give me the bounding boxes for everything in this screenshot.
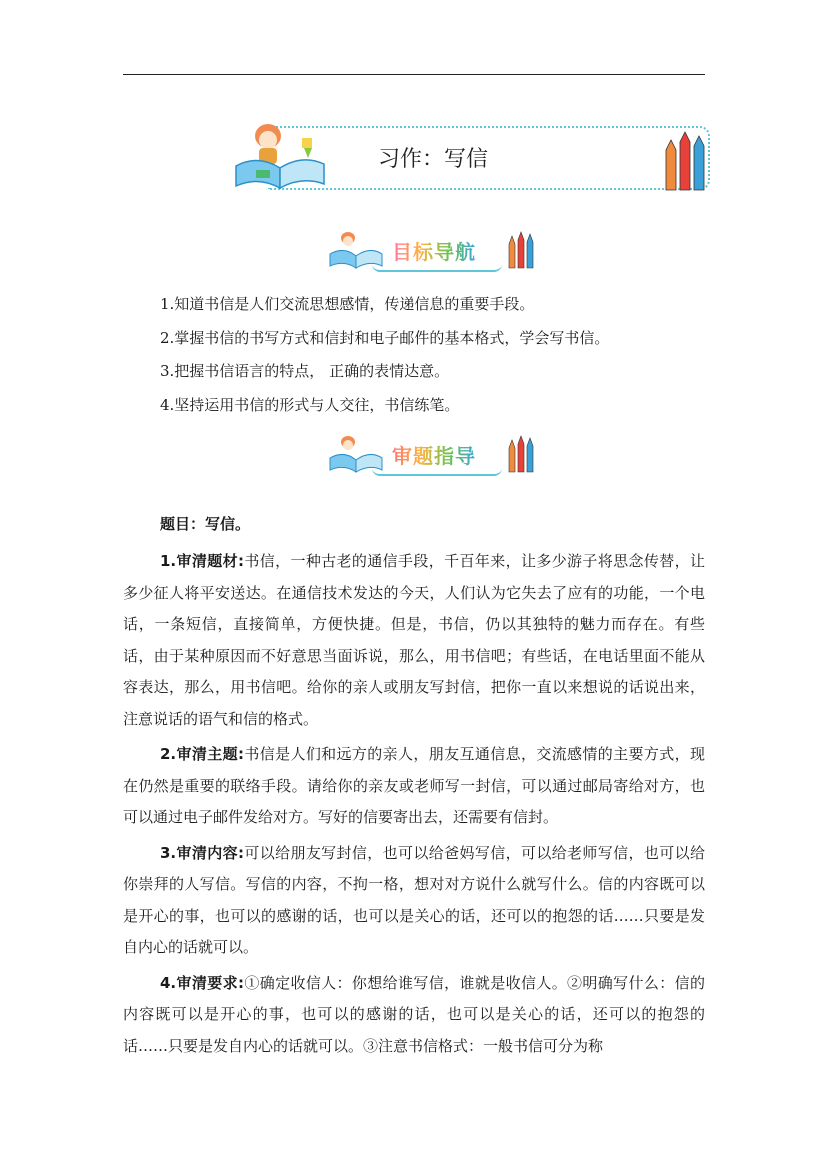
paragraph-text: 可以给朋友写封信，也可以给爸妈写信，可以给老师写信，也可以给你崇拜的人写信。写信的内容，不拘一格，想对对方说什么就写什么。信的内容既可以是开心的事，也可以的感谢的话，也可以是关心的话，还可以的抱怨的话……只要是发自内心的话就可以。 [123,843,705,956]
page-title: 习作：写信 [378,147,489,172]
list-item: 4.坚持运用书信的形式与人交往，书信练笔。 [160,395,460,414]
paragraph-lead: 4.审清要求: [160,973,244,992]
section-label-guide [392,440,476,469]
goal-list [160,288,609,422]
guide-body [123,513,705,1066]
paragraph-theme [123,739,705,834]
paragraph-lead: 3.审清内容: [160,843,244,862]
girl-reading-icon [228,118,338,196]
paragraph-text: 书信，一种古老的通信手段，千百年来，让多少游子将思念传替，让多少征人将平安送达。在通信技术发达的今天，人们认为它失去了应有的功能，一个电话，一条短信，直接简单，方便快捷。但是，书信，仍以其独特的魅力而存在。有些话，由于某种原因而不好意思当面诉说，那么，用书信吧；有些话，在电话里面不能从容表达，那么，用书信吧。给你的亲人或朋友写封信，把你一直以来想说的话说出来，注意说话的语气和信的格式。 [123,552,705,728]
paragraph-requirements [123,968,705,1063]
pencils-icon [660,128,712,192]
paragraph-lead: 1.审清题材: [160,552,244,570]
pencils-icon [506,230,536,270]
paragraph-content [123,838,705,964]
section-label-goals [392,236,476,265]
section-underline [372,468,502,476]
section-header-goals [326,228,536,274]
paragraph-lead: 2.审清主题: [160,745,244,763]
title-banner [228,118,712,196]
section-label-goals-text: 目标导航 [392,240,476,264]
section-underline [372,264,502,272]
paragraph-subject [123,546,705,735]
list-item: 2.掌握书信的书写方式和信封和电子邮件的基本格式，学会写书信。 [160,328,610,347]
pencils-icon [506,434,536,474]
paragraph-text: 书信是人们和远方的亲人，朋友互通信息，交流感情的主要方式，现在仍然是重要的联络手段。请给你的亲友或老师写一封信，可以通过邮局寄给对方，也可以通过电子邮件发给对方。写好的信要寄出去，还需要有信封。 [123,745,705,826]
section-label-guide-text: 审题指导 [392,444,476,468]
section-header-guide [326,432,536,478]
topic-line: 题目：写信。 [160,515,251,533]
header-rule [123,74,705,75]
list-item: 1.知道书信是人们交流思想感情，传递信息的重要手段。 [160,295,535,313]
paragraph-text: ①确定收信人：你想给谁写信，谁就是收信人。②明确写什么：信的内容既可以是开心的事，也可以的感谢的话，也可以是关心的话，还可以的抱怨的话……只要是发自内心的话就可以。③注意书信格式：一般书信可分为称 [123,973,705,1055]
list-item: 3.把握书信语言的特点， 正确的表情达意。 [160,362,450,380]
